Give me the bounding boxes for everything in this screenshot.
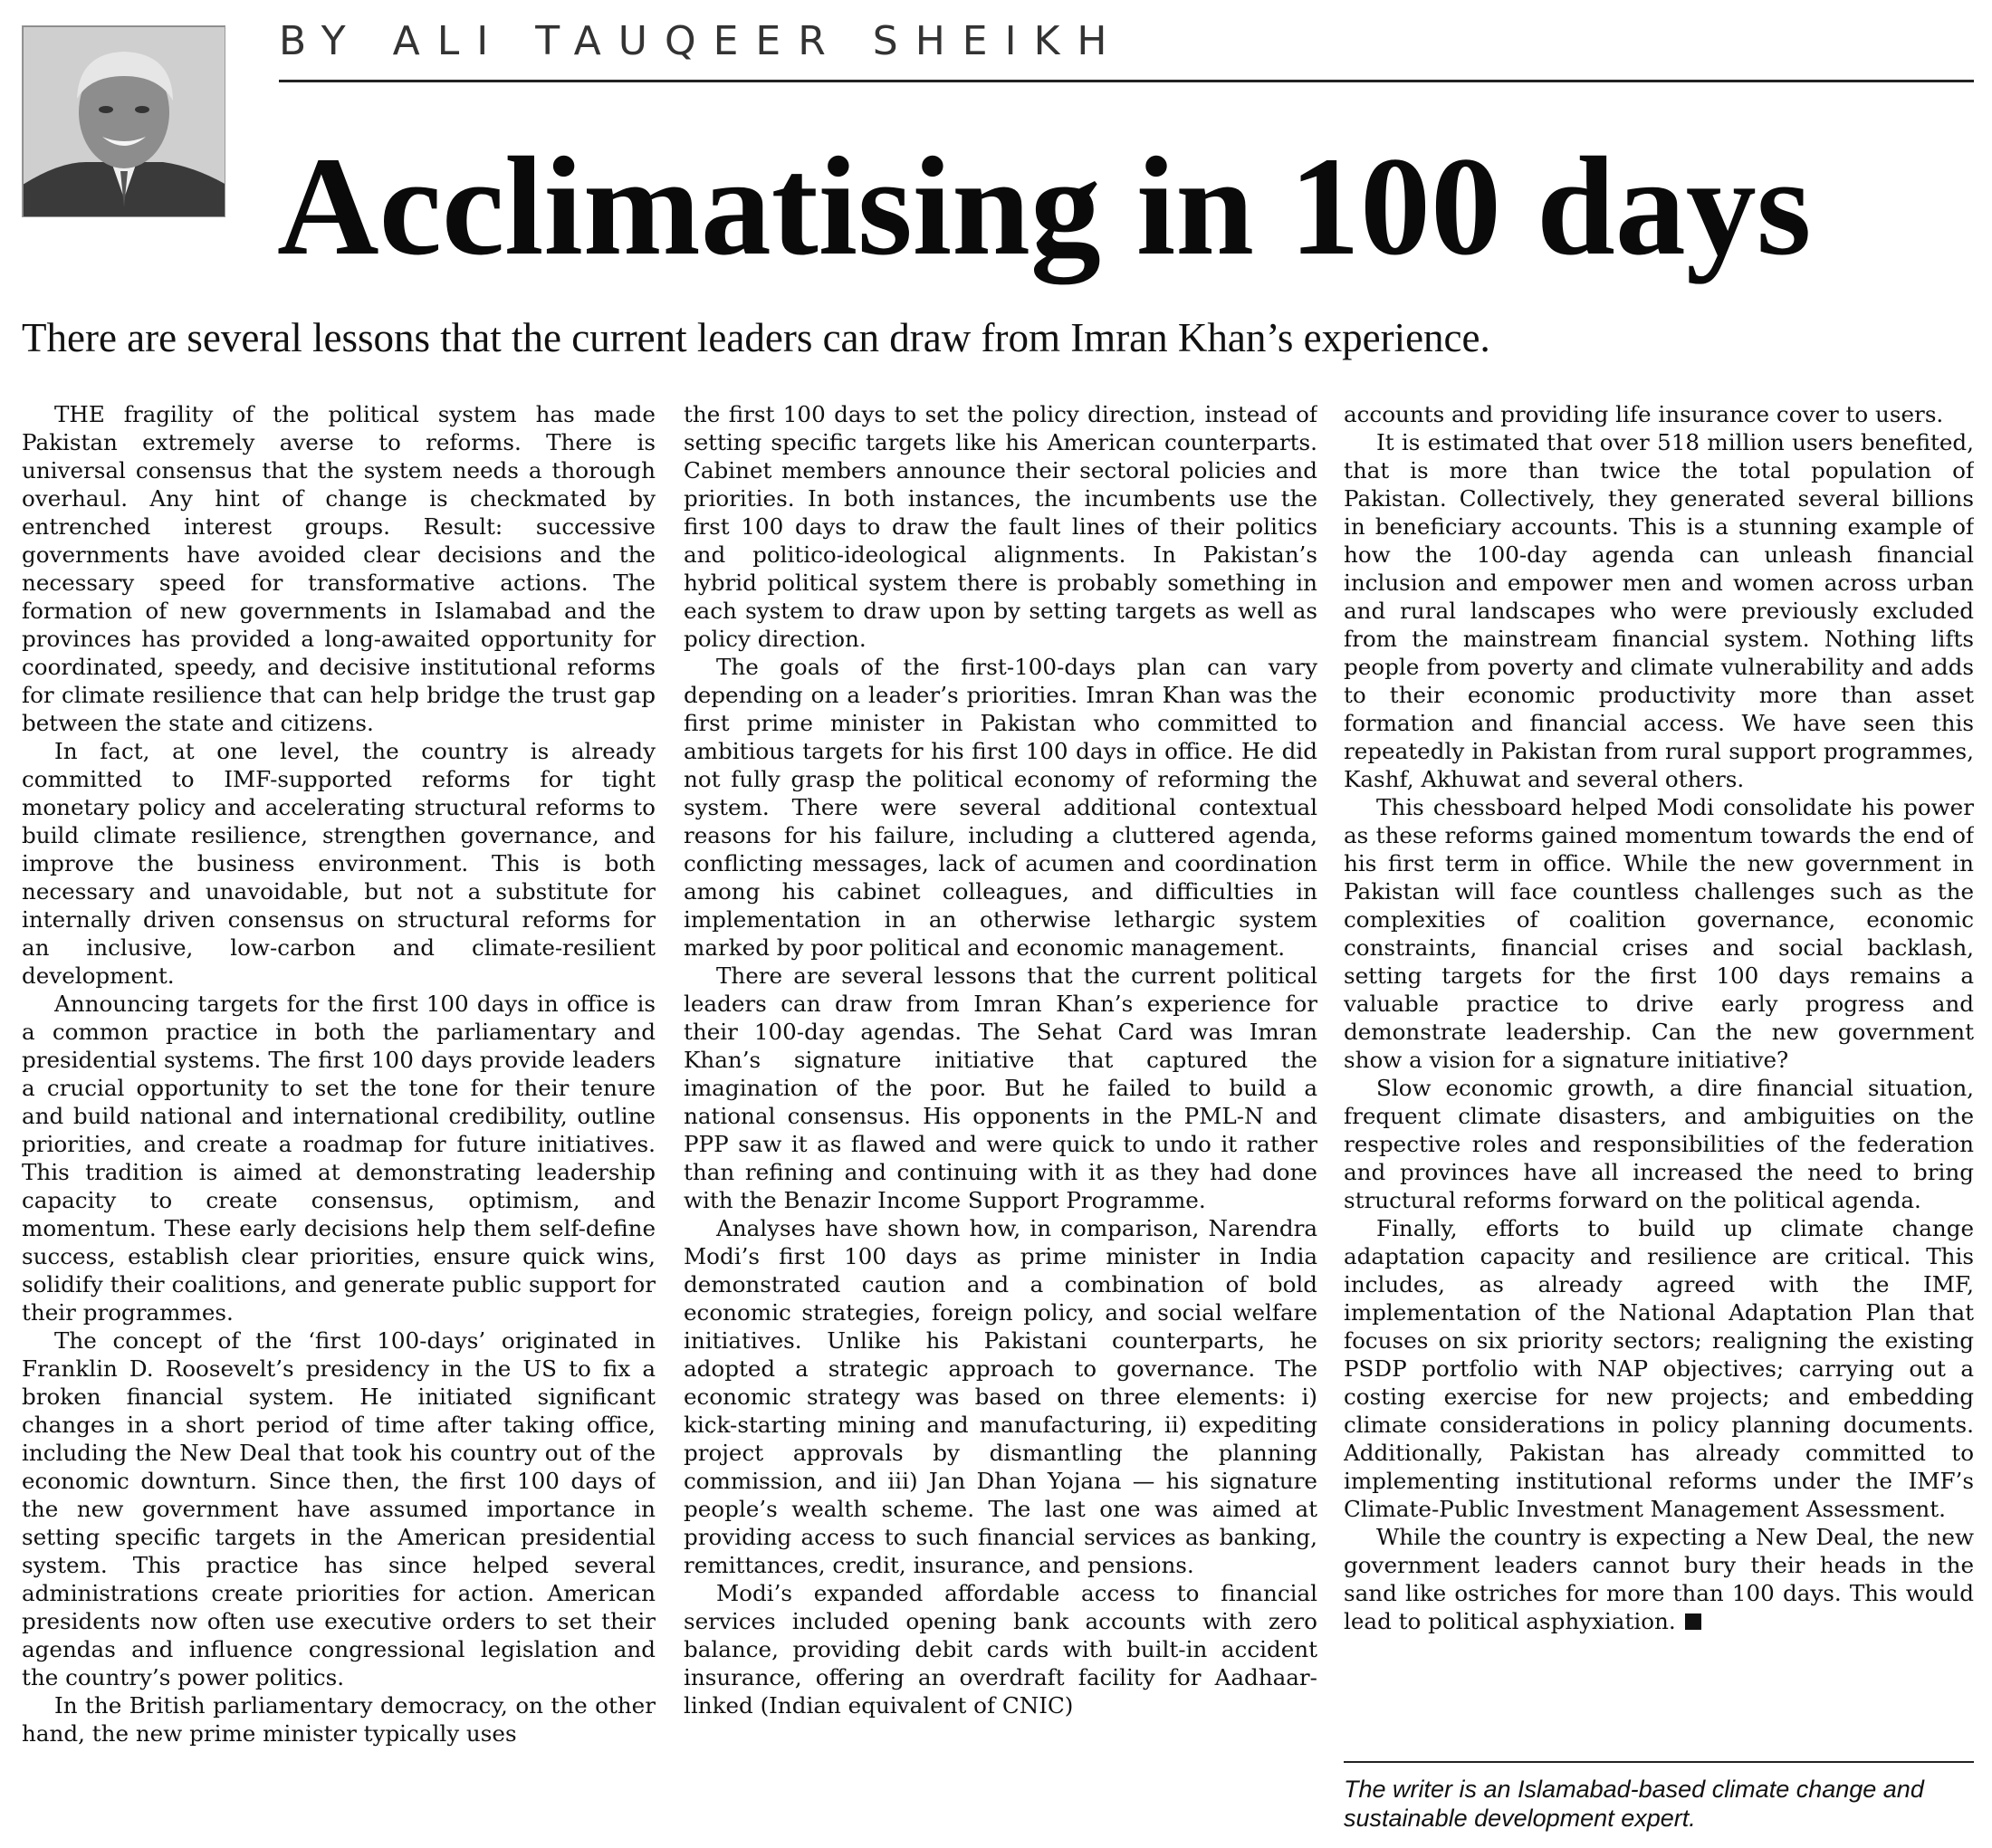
paragraph: In the British parliamentary democracy, on the other hand, the new prime minister typically uses xyxy=(22,1692,656,1747)
paragraph: Analyses have shown how, in comparison, Narendra Modi’s first 100 days as prime minister in India demonstrated caution and a combination of bold economic strategies, foreign policy, and social welfare initiatives. Unlike his Pakistani counterparts, he adopted a strategic approach to governance. The economic strategy was based on three elements: i) kick-starting mining and manufacturing, ii) expediting project approvals by dismantling the planning commission, and iii) Jan Dhan Yojana — his signature people’s wealth scheme. The last one was aimed at providing access to such financial services as banking, remittances, credit, insurance, and pensions. xyxy=(684,1215,1317,1578)
paragraph-text: While the country is expecting a New Deal, the new government leaders cannot bury their heads in the sand like ostriches for more than 100 days. This would lead to political asphyxiation. xyxy=(1344,1524,1974,1634)
standfirst: There are several lessons that the current leaders can draw from Imran Khan’s experience. xyxy=(22,315,1490,360)
paragraph: Slow economic growth, a dire financial situation, frequent climate disasters, and ambiguities on the respective roles and responsibilities of the federation and provinces have all increased the need to bring structural reforms forward on the political agenda. xyxy=(1344,1075,1974,1213)
headline: Acclimatising in 100 days xyxy=(277,128,1812,284)
top-rule xyxy=(279,80,1974,82)
author-portrait-icon xyxy=(23,26,225,217)
writer-note-rule xyxy=(1344,1761,1974,1763)
paragraph-last xyxy=(1344,1523,1974,1635)
article-column-2 xyxy=(684,400,1317,1848)
paragraph: Announcing targets for the first 100 days in office is a common practice in both the parliamentary and presidential systems. The first 100 days provide leaders a crucial opportunity to set the tone for their tenure and build national and international credibility, outline priorities, and create a roadmap for future initiatives. This tradition is aimed at demonstrating leadership capacity to create consensus, optimism, and momentum. These early decisions help them self-define success, establish clear priorities, ensure quick wins, solidify their coalitions, and generate public support for their programmes. xyxy=(22,991,656,1326)
paragraph: The concept of the ‘first 100-days’ originated in Franklin D. Roosevelt’s presidency in the US to fix a broken financial system. He initiated significant changes in a short period of time after taking office, including the New Deal that took his country out of the economic downturn. Since then, the first 100 days of the new government have assumed importance in setting specific targets in the American presidential system. This practice has since helped several administrations create priorities for action. American presidents now often use executive orders to set their agendas and influence congressional legislation and the country’s power politics. xyxy=(22,1327,656,1690)
paragraph: Modi’s expanded affordable access to financial services included opening bank accounts with zero balance, providing debit cards with built-in accident insurance, offering an overdraft facility for Aadhaar-linked (Indian equivalent of CNIC) xyxy=(684,1580,1317,1719)
paragraph: Finally, efforts to build up climate change adaptation capacity and resilience are critical. This includes, as already agreed with the IMF, implementation of the National Adaptation Plan that focuses on six priority sectors; realigning the existing PSDP portfolio with NAP objectives; carrying out a costing exercise for new projects; and embedding climate considerations in policy planning documents. Additionally, Pakistan has already committed to implementing institutional reforms under the IMF’s Climate-Public Investment Management Assessment. xyxy=(1344,1215,1974,1522)
paragraph: There are several lessons that the current political leaders can draw from Imran Khan’s experience for their 100-day agendas. The Sehat Card was Imran Khan’s signature initiative that captured the imagination of the poor. But he failed to build a national consensus. His opponents in the PML-N and PPP saw it as flawed and were quick to undo it rather than refining and continuing with it as they had done with the Benazir Income Support Programme. xyxy=(684,962,1317,1213)
paragraph: The goals of the first-100-days plan can vary depending on a leader’s priorities. Imran Khan was the first prime minister in Pakistan who committed to ambitious targets for his first 100 days in office. He did not fully grasp the political economy of reforming the system. There were several additional contextual reasons for his failure, including a cluttered agenda, conflicting messages, lack of acumen and coordination among his cabinet colleagues, and difficulties in implementation in an otherwise lethargic system marked by poor political and economic management. xyxy=(684,654,1317,961)
paragraph: the first 100 days to set the policy direction, instead of setting specific targets like his American counterparts. Cabinet members announce their sectoral policies and priorities. In both instances, the incumbents use the first 100 days to draw the fault lines of their politics and politico-ideological alignments. In Pakistan’s hybrid political system there is probably something in each system to draw upon by setting targets as well as policy direction. xyxy=(684,401,1317,652)
author-photo xyxy=(22,25,225,217)
article-column-3 xyxy=(1344,400,1974,1749)
paragraph: THE fragility of the political system has made Pakistan extremely averse to reforms. There is universal consensus that the system needs a thorough overhaul. Any hint of change is checkmated by entrenched interest groups. Result: successive governments have avoided clear decisions and the necessary speed for transformative actions. The formation of new governments in Islamabad and the provinces has provided a long-awaited opportunity for coordinated, speedy, and decisive institutional reforms for climate resilience that can help bridge the trust gap between the state and citizens. xyxy=(22,401,656,736)
writer-note: The writer is an Islamabad-based climate change and sustainable development expert. xyxy=(1344,1776,1924,1832)
paragraph: accounts and providing life insurance cover to users. xyxy=(1344,401,1944,427)
paragraph: This chessboard helped Modi consolidate his power as these reforms gained momentum towards the end of his first term in office. While the new government in Pakistan will face countless challenges such as the complexities of coalition governance, economic constraints, financial crises and social backlash, setting targets for the first 100 days remains a valuable practice to drive early progress and demonstrate leadership. Can the new government show a vision for a signature initiative? xyxy=(1344,794,1974,1073)
byline: BY ALI TAUQEER SHEIKH xyxy=(279,18,1125,64)
paragraph: It is estimated that over 518 million users benefited, that is more than twice the total population of Pakistan. Collectively, they generated several billions in beneficiary accounts. This is a stunning example of how the 100-day agenda can unleash financial inclusion and empower men and women across urban and rural landscapes who were previously excluded from the mainstream financial system. Nothing lifts people from poverty and climate vulnerability and adds to their economic productivity more than asset formation and financial access. We have seen this repeatedly in Pakistan from rural support programmes, Kashf, Akhuwat and several others. xyxy=(1344,429,1974,792)
paragraph: In fact, at one level, the country is already committed to IMF-supported reforms for tight monetary policy and accelerating structural reforms to build climate resilience, strengthen governance, and improve the business environment. This is both necessary and unavoidable, but not a substitute for internally driven consensus on structural reforms for an inclusive, low-carbon and climate-resilient development. xyxy=(22,738,656,989)
end-mark-icon xyxy=(1685,1613,1701,1630)
article-column-1 xyxy=(22,400,656,1848)
